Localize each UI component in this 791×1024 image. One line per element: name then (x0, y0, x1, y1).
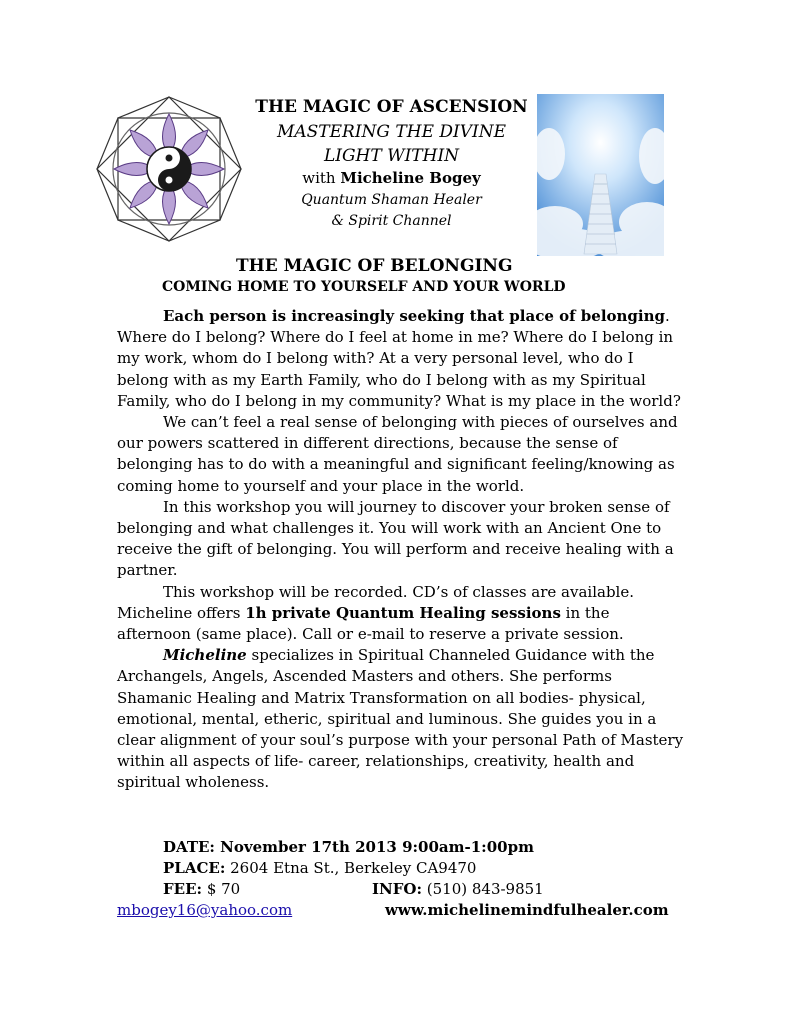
paragraph-5 (117, 645, 687, 793)
mandala-yin-yang-icon (94, 94, 244, 244)
mandala-logo (94, 94, 244, 244)
event-date: DATE: November 17th 2013 9:00am-1:00pm (163, 838, 534, 856)
paragraph-4-text-a: This workshop will be recorded. CD’s of classes are available. Micheline offers (117, 582, 634, 622)
event-subtitle-line2: LIGHT WITHIN (323, 146, 460, 166)
workshop-description (117, 306, 687, 794)
paragraph-3: In this workshop you will journey to discover your broken sense of belonging and what challenges it. You will work with an Ancient One to receive the gift of belonging. You will perform and receive healing with a partner. (117, 497, 674, 580)
email-link[interactable]: mbogey16@yahoo.com (117, 901, 293, 919)
section-subtitle: COMING HOME TO YOURSELF AND YOUR WORLD (162, 279, 566, 295)
event-title: THE MAGIC OF ASCENSION (255, 97, 528, 117)
fee-label: FEE: (163, 880, 203, 898)
with-prefix: with (302, 169, 341, 187)
sky-stairway-image (537, 94, 664, 256)
private-sessions-highlight: 1h private Quantum Healing sessions (245, 603, 561, 622)
paragraph-2: We can’t feel a real sense of belonging with pieces of ourselves and our powers scattered in different directions, because the sense of belonging has to do with a meaningful and significant feeling/knowing as coming home to yourself and your place in the world. (117, 413, 678, 495)
paragraph-5-text: specializes in Spiritual Channeled Guidance with the Archangels, Angels, Ascended Masters and others. She performs Shamanic Healing and Matrix Transformation on all bodies- physical, emotional, mental, etheric, spiritual and luminous. She guides you in a clear alignment of your soul’s purpose with your personal Path of Mastery within all aspects of life- career, relationships, creativity, health and spiritual wholeness. (117, 646, 684, 792)
info-phone: (510) 843-9851 (421, 880, 544, 898)
paragraph-1-text: . Where do I belong? Where do I feel at home in me? Where do I belong in my work, whom do I belong with? At a very personal level, who do I belong with as my Earth Family, who do I belong with as my Spiritual Family, who do I belong in my community? What is my place in the world? (117, 307, 681, 410)
paragraph-1 (117, 306, 687, 412)
lead-sentence: Each person is increasingly seeking that place of belonging (163, 307, 666, 325)
paragraph-4 (117, 582, 687, 646)
presenter-line (250, 168, 533, 188)
sky-stairway-icon (537, 94, 664, 256)
paragraph-4-text-b: in the afternoon (same place). Call or e-mail to reserve a private session. (117, 603, 624, 644)
micheline-name: Micheline (163, 646, 247, 665)
website-link[interactable]: www.michelinemindfulhealer.com (385, 901, 669, 919)
place-label: PLACE: (163, 859, 226, 877)
event-place (163, 858, 476, 879)
place-value: 2604 Etna St., Berkeley CA9470 (225, 859, 477, 877)
presenter-role-line2: & Spirit Channel (331, 213, 452, 229)
presenter-role-line1: Quantum Shaman Healer (301, 192, 482, 208)
event-fee (163, 879, 240, 900)
fee-value: $ 70 (202, 880, 241, 898)
presenter-name: Micheline Bogey (340, 169, 481, 187)
event-subtitle-line1: MASTERING THE DIVINE (276, 122, 507, 142)
section-title: THE MAGIC OF BELONGING (236, 256, 513, 276)
event-info (372, 879, 544, 900)
info-label: INFO: (372, 880, 422, 898)
